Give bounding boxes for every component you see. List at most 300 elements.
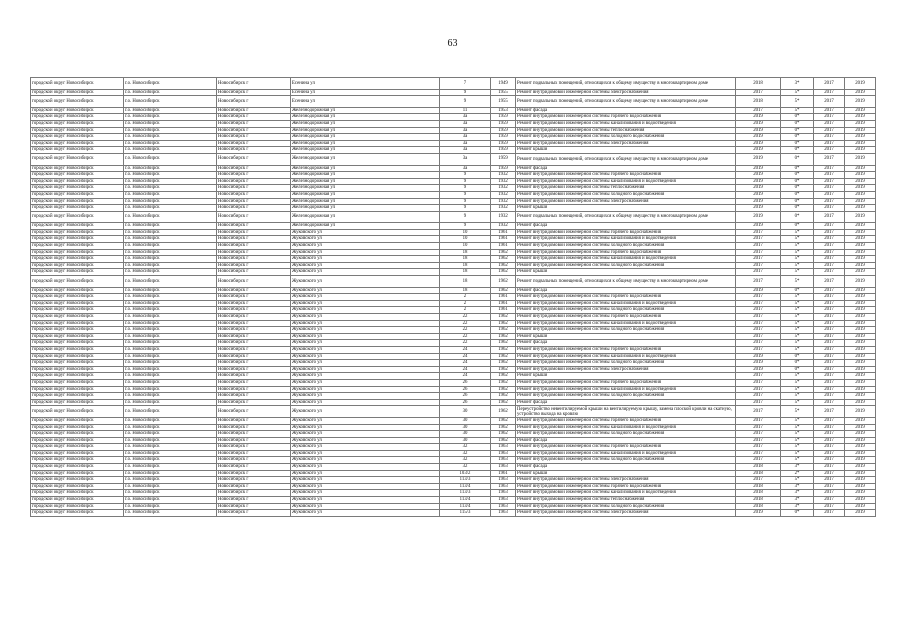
cell-settlement: г.о. Новосибирск — [124, 366, 217, 373]
cell-street: Жуковского ул — [291, 457, 440, 464]
cell-city: Новосибирск г — [217, 399, 291, 406]
cell-plan-year: 2019 — [736, 120, 781, 127]
cell-period-start: 2017 — [814, 243, 845, 250]
cell-work-type: Ремонт внутридомовой инженерной системы канализования и водоотведения — [516, 300, 736, 307]
cell-period-end: 2019 — [845, 477, 876, 484]
cell-plan-year: 2017 — [736, 307, 781, 314]
cell-work-count: 5* — [781, 96, 814, 108]
table-row — [31, 223, 876, 230]
cell-work-type: Ремонт фасада — [516, 287, 736, 294]
table-row — [31, 153, 876, 165]
cell-period-start: 2017 — [814, 287, 845, 294]
cell-city: Новосибирск г — [217, 314, 291, 321]
cell-period-start: 2017 — [814, 229, 845, 236]
cell-settlement: г.о. Новосибирск — [124, 205, 217, 212]
cell-municipality: городской округ Новосибирск — [31, 300, 124, 307]
cell-period-start: 2017 — [814, 249, 845, 256]
cell-settlement: г.о. Новосибирск — [124, 510, 217, 517]
cell-work-count: 5* — [781, 314, 814, 321]
cell-municipality: городской округ Новосибирск — [31, 140, 124, 147]
table-row — [31, 191, 876, 198]
cell-municipality: городской округ Новосибирск — [31, 333, 124, 340]
cell-period-end: 2019 — [845, 346, 876, 353]
cell-settlement: г.о. Новосибирск — [124, 379, 217, 386]
cell-build-year: 1961 — [491, 307, 516, 314]
cell-city: Новосибирск г — [217, 269, 291, 276]
cell-house-number: 22 — [440, 333, 491, 340]
cell-work-type: Ремонт внутридомовой инженерной системы горячего водоснабжения — [516, 346, 736, 353]
cell-work-type: Ремонт внутридомовой инженерной системы электроснабжения — [516, 366, 736, 373]
cell-work-type: Ремонт внутридомовой инженерной системы горячего водоснабжения — [516, 114, 736, 121]
cell-house-number: 3а — [440, 153, 491, 165]
table-row — [31, 269, 876, 276]
cell-street: Жуковского ул — [291, 256, 440, 263]
cell-build-year: 1962 — [491, 379, 516, 386]
cell-work-count: 5* — [781, 262, 814, 269]
cell-settlement: г.о. Новосибирск — [124, 287, 217, 294]
cell-period-start: 2017 — [814, 470, 845, 477]
cell-period-start: 2017 — [814, 327, 845, 334]
cell-work-type: Ремонт крыши — [516, 470, 736, 477]
cell-build-year: 1961 — [491, 300, 516, 307]
cell-plan-year: 2017 — [736, 431, 781, 438]
cell-plan-year: 2017 — [736, 276, 781, 288]
table-row — [31, 503, 876, 510]
cell-work-count: 5* — [781, 294, 814, 301]
cell-work-type: Ремонт внутридомовой инженерной системы канализования и водоотведения — [516, 178, 736, 185]
cell-build-year: 1959 — [491, 153, 516, 165]
table-row — [31, 114, 876, 121]
cell-house-number: 3а — [440, 127, 491, 134]
cell-plan-year: 2019 — [736, 127, 781, 134]
cell-settlement: г.о. Новосибирск — [124, 346, 217, 353]
cell-build-year: 1963 — [491, 477, 516, 484]
cell-municipality: городской округ Новосибирск — [31, 211, 124, 223]
cell-city: Новосибирск г — [217, 147, 291, 154]
cell-work-count: 0* — [781, 165, 814, 172]
cell-street: Железнодорожная ул — [291, 107, 440, 114]
cell-settlement: г.о. Новосибирск — [124, 294, 217, 301]
table-row — [31, 470, 876, 477]
cell-street: Жуковского ул — [291, 249, 440, 256]
cell-work-count: 5* — [781, 379, 814, 386]
cell-build-year: 1962 — [491, 327, 516, 334]
cell-work-type: Ремонт внутридомовой инженерной системы электроснабжения — [516, 477, 736, 484]
cell-work-type: Ремонт фасада — [516, 399, 736, 406]
cell-street: Железнодорожная ул — [291, 120, 440, 127]
cell-street: Железнодорожная ул — [291, 147, 440, 154]
cell-street: Жуковского ул — [291, 379, 440, 386]
cell-settlement: г.о. Новосибирск — [124, 333, 217, 340]
cell-work-type: Ремонт крыши — [516, 333, 736, 340]
table-row — [31, 314, 876, 321]
cell-work-count: 5* — [781, 373, 814, 380]
cell-build-year: 1962 — [491, 249, 516, 256]
cell-street: Жуковского ул — [291, 320, 440, 327]
cell-city: Новосибирск г — [217, 379, 291, 386]
cell-settlement: г.о. Новосибирск — [124, 178, 217, 185]
cell-street: Жуковского ул — [291, 464, 440, 471]
cell-period-end: 2019 — [845, 96, 876, 108]
cell-city: Новосибирск г — [217, 464, 291, 471]
cell-house-number: 9 — [440, 191, 491, 198]
cell-settlement: г.о. Новосибирск — [124, 399, 217, 406]
table-row — [31, 406, 876, 418]
cell-city: Новосибирск г — [217, 96, 291, 108]
cell-municipality: городской округ Новосибирск — [31, 198, 124, 205]
cell-municipality: городской округ Новосибирск — [31, 483, 124, 490]
cell-city: Новосибирск г — [217, 236, 291, 243]
cell-street: Жуковского ул — [291, 366, 440, 373]
cell-work-count: 5* — [781, 300, 814, 307]
cell-city: Новосибирск г — [217, 211, 291, 223]
cell-work-count: 5* — [781, 243, 814, 250]
cell-build-year: 1962 — [491, 353, 516, 360]
cell-street: Жуковского ул — [291, 229, 440, 236]
table-row — [31, 431, 876, 438]
cell-municipality: городской округ Новосибирск — [31, 320, 124, 327]
cell-period-start: 2017 — [814, 464, 845, 471]
cell-house-number: 24 — [440, 346, 491, 353]
table-row — [31, 477, 876, 484]
cell-house-number: 9 — [440, 211, 491, 223]
cell-build-year: 1962 — [491, 360, 516, 367]
cell-work-count: 0* — [781, 198, 814, 205]
cell-work-type: Ремонт внутридомовой инженерной системы холодного водоснабжения — [516, 243, 736, 250]
cell-period-end: 2019 — [845, 300, 876, 307]
cell-municipality: городской округ Новосибирск — [31, 165, 124, 172]
cell-city: Новосибирск г — [217, 386, 291, 393]
cell-house-number: 113/4 — [440, 497, 491, 504]
cell-plan-year: 2017 — [736, 444, 781, 451]
cell-build-year: 1932 — [491, 223, 516, 230]
cell-city: Новосибирск г — [217, 393, 291, 400]
cell-municipality: городской округ Новосибирск — [31, 366, 124, 373]
cell-street: Жуковского ул — [291, 307, 440, 314]
cell-work-count: 5* — [781, 236, 814, 243]
cell-period-start: 2017 — [814, 386, 845, 393]
cell-build-year: 1959 — [491, 134, 516, 141]
cell-work-count: 5* — [781, 424, 814, 431]
cell-settlement: г.о. Новосибирск — [124, 360, 217, 367]
cell-period-start: 2017 — [814, 276, 845, 288]
cell-work-count: 0* — [781, 172, 814, 179]
cell-plan-year: 2019 — [736, 134, 781, 141]
cell-work-count: 5* — [781, 276, 814, 288]
cell-municipality: городской округ Новосибирск — [31, 510, 124, 517]
cell-house-number: 9 — [440, 198, 491, 205]
cell-plan-year: 2018 — [736, 78, 781, 90]
cell-build-year: 1962 — [491, 399, 516, 406]
cell-period-start: 2017 — [814, 120, 845, 127]
cell-period-end: 2019 — [845, 417, 876, 424]
cell-plan-year: 2019 — [736, 198, 781, 205]
cell-settlement: г.о. Новосибирск — [124, 211, 217, 223]
cell-period-end: 2019 — [845, 483, 876, 490]
cell-house-number: 11 — [440, 107, 491, 114]
table-row — [31, 165, 876, 172]
cell-plan-year: 2017 — [736, 457, 781, 464]
cell-build-year: 1963 — [491, 503, 516, 510]
cell-work-type: Ремонт внутридомовой инженерной системы холодного водоснабжения — [516, 431, 736, 438]
cell-plan-year: 2019 — [736, 114, 781, 121]
cell-municipality: городской округ Новосибирск — [31, 399, 124, 406]
cell-settlement: г.о. Новосибирск — [124, 249, 217, 256]
cell-settlement: г.о. Новосибирск — [124, 450, 217, 457]
cell-build-year: 1959 — [491, 165, 516, 172]
cell-work-count: 5* — [781, 444, 814, 451]
cell-house-number: 2 — [440, 307, 491, 314]
cell-municipality: городской округ Новосибирск — [31, 287, 124, 294]
cell-city: Новосибирск г — [217, 406, 291, 418]
cell-street: Жуковского ул — [291, 406, 440, 418]
cell-settlement: г.о. Новосибирск — [124, 444, 217, 451]
cell-plan-year: 2018 — [736, 470, 781, 477]
cell-build-year: 1932 — [491, 172, 516, 179]
cell-municipality: городской округ Новосибирск — [31, 417, 124, 424]
cell-street: Жуковского ул — [291, 503, 440, 510]
cell-period-start: 2017 — [814, 205, 845, 212]
cell-municipality: городской округ Новосибирск — [31, 153, 124, 165]
cell-work-count: 3* — [781, 503, 814, 510]
cell-work-count: 0* — [781, 287, 814, 294]
table-row — [31, 510, 876, 517]
cell-street: Железнодорожная ул — [291, 178, 440, 185]
table-row — [31, 327, 876, 334]
cell-city: Новосибирск г — [217, 256, 291, 263]
cell-build-year: 1932 — [491, 178, 516, 185]
cell-municipality: городской округ Новосибирск — [31, 276, 124, 288]
table-row — [31, 393, 876, 400]
cell-settlement: г.о. Новосибирск — [124, 437, 217, 444]
cell-work-type: Ремонт внутридомовой инженерной системы электроснабжения — [516, 198, 736, 205]
cell-street: Жуковского ул — [291, 437, 440, 444]
cell-plan-year: 2017 — [736, 477, 781, 484]
cell-city: Новосибирск г — [217, 353, 291, 360]
cell-work-type: Ремонт внутридомовой инженерной системы холодного водоснабжения — [516, 457, 736, 464]
cell-street: Жуковского ул — [291, 470, 440, 477]
cell-period-end: 2019 — [845, 198, 876, 205]
cell-build-year: 1963 — [491, 457, 516, 464]
cell-city: Новосибирск г — [217, 78, 291, 90]
cell-street: Железнодорожная ул — [291, 205, 440, 212]
cell-period-start: 2017 — [814, 185, 845, 192]
cell-period-end: 2019 — [845, 393, 876, 400]
cell-period-end: 2019 — [845, 444, 876, 451]
cell-work-count: 0* — [781, 185, 814, 192]
cell-plan-year: 2019 — [736, 287, 781, 294]
cell-city: Новосибирск г — [217, 490, 291, 497]
cell-period-end: 2019 — [845, 373, 876, 380]
cell-period-start: 2017 — [814, 165, 845, 172]
cell-house-number: 7 — [440, 78, 491, 90]
cell-build-year: 1932 — [491, 198, 516, 205]
cell-period-end: 2019 — [845, 333, 876, 340]
cell-work-type: Ремонт подвальных помещений, относящихся к общему имуществу в многоквартирном доме — [516, 78, 736, 90]
cell-plan-year: 2017 — [736, 243, 781, 250]
cell-period-end: 2019 — [845, 153, 876, 165]
cell-period-end: 2019 — [845, 327, 876, 334]
cell-municipality: городской округ Новосибирск — [31, 78, 124, 90]
cell-work-type: Ремонт внутридомовой инженерной системы электроснабжения — [516, 140, 736, 147]
cell-municipality: городской округ Новосибирск — [31, 89, 124, 96]
cell-street: Есенина ул — [291, 78, 440, 90]
cell-work-type: Ремонт внутридомовой инженерной системы холодного водоснабжения — [516, 503, 736, 510]
cell-period-start: 2017 — [814, 178, 845, 185]
cell-work-count: 3* — [781, 497, 814, 504]
cell-work-type: Ремонт внутридомовой инженерной системы канализования и водоотведения — [516, 424, 736, 431]
cell-plan-year: 2019 — [736, 172, 781, 179]
cell-street: Железнодорожная ул — [291, 127, 440, 134]
cell-build-year: 1953 — [491, 107, 516, 114]
cell-city: Новосибирск г — [217, 424, 291, 431]
cell-work-count: 0* — [781, 191, 814, 198]
cell-settlement: г.о. Новосибирск — [124, 276, 217, 288]
cell-work-count: 0* — [781, 223, 814, 230]
table-row — [31, 211, 876, 223]
cell-build-year: 1962 — [491, 386, 516, 393]
cell-period-start: 2017 — [814, 444, 845, 451]
cell-build-year: 1962 — [491, 346, 516, 353]
cell-plan-year: 2017 — [736, 314, 781, 321]
cell-plan-year: 2017 — [736, 406, 781, 418]
cell-settlement: г.о. Новосибирск — [124, 185, 217, 192]
cell-house-number: 22 — [440, 320, 491, 327]
cell-municipality: городской округ Новосибирск — [31, 134, 124, 141]
cell-period-end: 2019 — [845, 320, 876, 327]
cell-period-start: 2017 — [814, 497, 845, 504]
cell-house-number: 30 — [440, 424, 491, 431]
cell-period-end: 2019 — [845, 127, 876, 134]
cell-work-type: Ремонт фасада — [516, 165, 736, 172]
cell-period-end: 2019 — [845, 431, 876, 438]
cell-work-type: Ремонт внутридомовой инженерной системы горячего водоснабжения — [516, 444, 736, 451]
cell-plan-year: 2018 — [736, 490, 781, 497]
cell-build-year: 1959 — [491, 127, 516, 134]
cell-city: Новосибирск г — [217, 107, 291, 114]
cell-house-number: 32 — [440, 450, 491, 457]
cell-city: Новосибирск г — [217, 262, 291, 269]
cell-municipality: городской округ Новосибирск — [31, 191, 124, 198]
cell-settlement: г.о. Новосибирск — [124, 327, 217, 334]
cell-settlement: г.о. Новосибирск — [124, 96, 217, 108]
cell-period-end: 2019 — [845, 223, 876, 230]
cell-plan-year: 2018 — [736, 497, 781, 504]
cell-city: Новосибирск г — [217, 120, 291, 127]
cell-settlement: г.о. Новосибирск — [124, 107, 217, 114]
cell-municipality: городской округ Новосибирск — [31, 353, 124, 360]
cell-work-count: 5* — [781, 320, 814, 327]
cell-build-year: 1962 — [491, 366, 516, 373]
cell-house-number: 18 — [440, 256, 491, 263]
cell-house-number: 30 — [440, 431, 491, 438]
cell-work-count: 5* — [781, 340, 814, 347]
table-row — [31, 107, 876, 114]
table-row — [31, 229, 876, 236]
cell-city: Новосибирск г — [217, 165, 291, 172]
cell-house-number: 10 — [440, 236, 491, 243]
cell-settlement: г.о. Новосибирск — [124, 431, 217, 438]
cell-work-type: Ремонт внутридомовой инженерной системы холодного водоснабжения — [516, 134, 736, 141]
cell-plan-year: 2019 — [736, 178, 781, 185]
cell-work-count: 5* — [781, 450, 814, 457]
table-row — [31, 96, 876, 108]
cell-city: Новосибирск г — [217, 294, 291, 301]
cell-municipality: городской округ Новосибирск — [31, 386, 124, 393]
cell-plan-year: 2017 — [736, 294, 781, 301]
cell-house-number: 3а — [440, 147, 491, 154]
cell-work-type: Ремонт внутридомовой инженерной системы электроснабжения — [516, 89, 736, 96]
table-body — [31, 78, 876, 517]
cell-period-start: 2017 — [814, 191, 845, 198]
cell-work-count: 5* — [781, 406, 814, 418]
cell-period-start: 2017 — [814, 503, 845, 510]
cell-period-start: 2017 — [814, 437, 845, 444]
cell-house-number: 24 — [440, 373, 491, 380]
cell-municipality: городской округ Новосибирск — [31, 294, 124, 301]
cell-build-year: 1962 — [491, 417, 516, 424]
cell-build-year: 1963 — [491, 510, 516, 517]
cell-plan-year: 2017 — [736, 399, 781, 406]
cell-street: Жуковского ул — [291, 294, 440, 301]
cell-street: Жуковского ул — [291, 346, 440, 353]
cell-build-year: 1963 — [491, 483, 516, 490]
table-row — [31, 444, 876, 451]
cell-work-count: 5* — [781, 89, 814, 96]
cell-work-type: Ремонт внутридомовой инженерной системы горячего водоснабжения — [516, 294, 736, 301]
cell-street: Жуковского ул — [291, 287, 440, 294]
cell-period-start: 2017 — [814, 379, 845, 386]
cell-municipality: городской округ Новосибирск — [31, 107, 124, 114]
cell-work-type: Ремонт фасада — [516, 340, 736, 347]
cell-work-count: 0* — [781, 120, 814, 127]
cell-street: Железнодорожная ул — [291, 114, 440, 121]
cell-plan-year: 2019 — [736, 353, 781, 360]
cell-house-number: 30 — [440, 406, 491, 418]
cell-period-end: 2019 — [845, 294, 876, 301]
cell-period-start: 2017 — [814, 399, 845, 406]
cell-work-type: Ремонт внутридомовой инженерной системы холодного водоснабжения — [516, 262, 736, 269]
cell-work-type: Ремонт внутридомовой инженерной системы холодного водоснабжения — [516, 360, 736, 367]
cell-plan-year: 2017 — [736, 340, 781, 347]
cell-street: Жуковского ул — [291, 360, 440, 367]
cell-plan-year: 2019 — [736, 366, 781, 373]
cell-build-year: 1962 — [491, 431, 516, 438]
cell-period-start: 2017 — [814, 366, 845, 373]
cell-work-type: Ремонт внутридомовой инженерной системы теплоснабжения — [516, 497, 736, 504]
cell-house-number: 3а — [440, 114, 491, 121]
cell-settlement: г.о. Новосибирск — [124, 457, 217, 464]
cell-work-type: Ремонт фасада — [516, 107, 736, 114]
cell-period-start: 2017 — [814, 424, 845, 431]
cell-build-year: 1961 — [491, 229, 516, 236]
cell-work-type: Ремонт внутридомовой инженерной системы холодного водоснабжения — [516, 191, 736, 198]
cell-city: Новосибирск г — [217, 457, 291, 464]
cell-street: Жуковского ул — [291, 262, 440, 269]
cell-period-end: 2019 — [845, 353, 876, 360]
cell-municipality: городской округ Новосибирск — [31, 477, 124, 484]
cell-street: Жуковского ул — [291, 510, 440, 517]
cell-build-year: 1962 — [491, 333, 516, 340]
cell-municipality: городской округ Новосибирск — [31, 450, 124, 457]
cell-municipality: городской округ Новосибирск — [31, 444, 124, 451]
table-row — [31, 333, 876, 340]
cell-city: Новосибирск г — [217, 497, 291, 504]
cell-municipality: городской округ Новосибирск — [31, 437, 124, 444]
cell-plan-year: 2019 — [736, 165, 781, 172]
cell-period-end: 2019 — [845, 276, 876, 288]
cell-period-start: 2017 — [814, 431, 845, 438]
